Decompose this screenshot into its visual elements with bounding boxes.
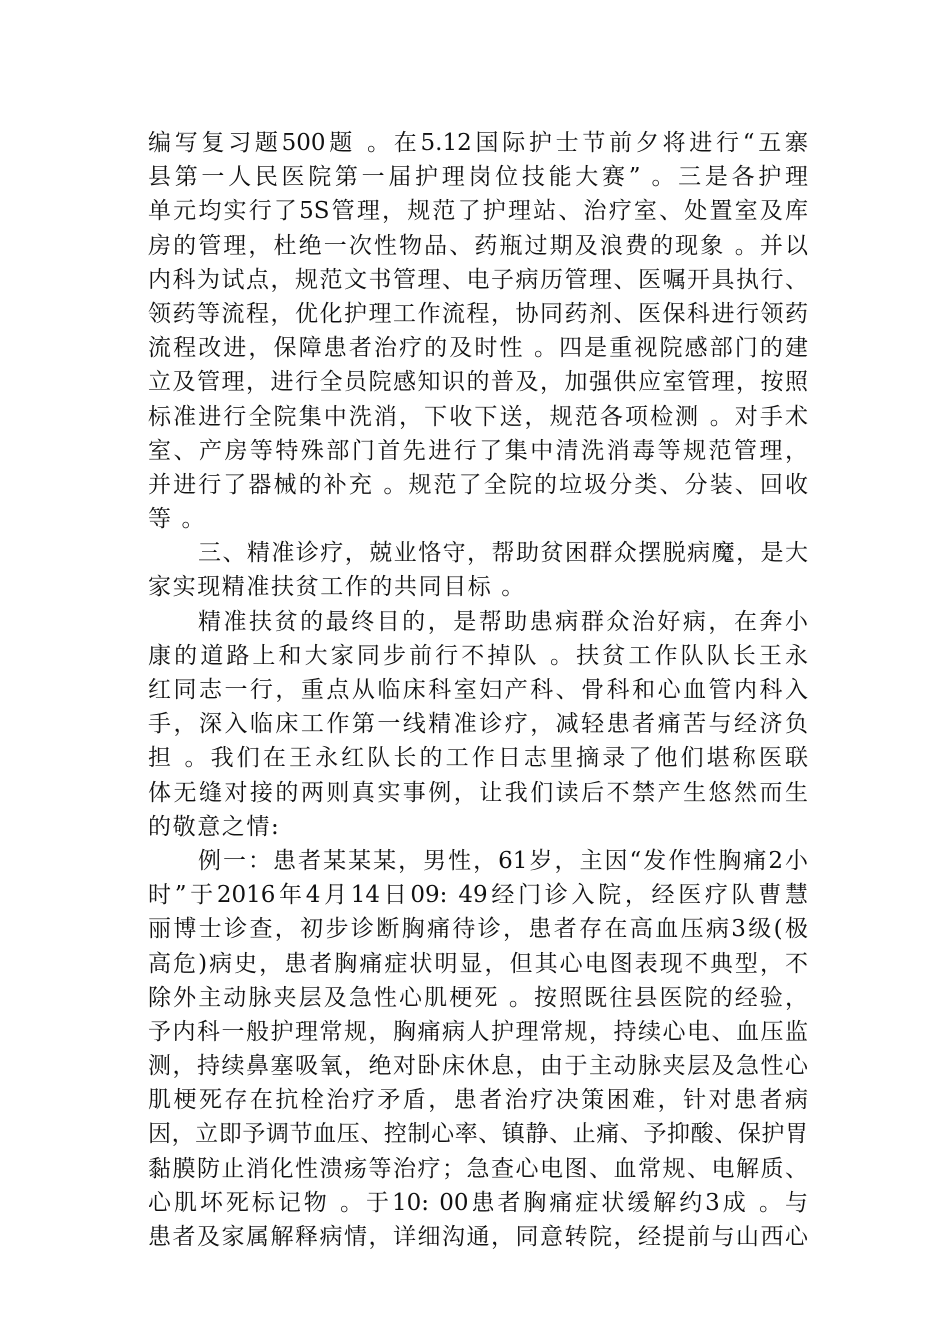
- text-line: 例一：患者某某某，男性，61岁，主因“发作性胸痛2小: [198, 847, 808, 874]
- text-line: 黏膜防止消化性溃疡等治疗；急查心电图、血常规、电解质、: [148, 1155, 808, 1182]
- text-line: 予内科一般护理常规，胸痛病人护理常规，持续心电、血压监: [148, 1018, 808, 1045]
- text-line: 单元均实行了5S管理，规范了护理站、治疗室、处置室及库: [148, 198, 808, 225]
- text-line: 心肌坏死标记物 。于10: 00患者胸痛症状缓解约3成 。与: [148, 1189, 808, 1216]
- text-line: 等 。: [148, 506, 207, 533]
- text-line: 标准进行全院集中洗消，下收下送，规范各项检测 。对手术: [148, 403, 808, 430]
- text-line: 并进行了器械的补充 。规范了全院的垃圾分类、分装、回收: [148, 471, 808, 498]
- body-text: [148, 126, 808, 1254]
- text-line: 担 。我们在王永红队长的工作日志里摘录了他们堪称医联: [148, 745, 808, 772]
- text-line: 高危)病史，患者胸痛症状明显，但其心电图表现不典型，不: [148, 950, 808, 977]
- text-line: 体无缝对接的两则真实事例，让我们读后不禁产生悠然而生: [148, 779, 808, 806]
- text-line: 丽博士诊查，初步诊断胸痛待诊，患者存在高血压病3级(极: [148, 916, 808, 943]
- text-line: 县第一人民医院第一届护理岗位技能大赛” 。三是各护理: [148, 164, 808, 191]
- text-line: 肌梗死存在抗栓治疗矛盾，患者治疗决策困难，针对患者病: [148, 1087, 808, 1114]
- text-line: 红同志一行，重点从临床科室妇产科、骨科和心血管内科入: [148, 677, 808, 703]
- text-line: 精准扶贫的最终目的，是帮助患病群众治好病，在奔小: [198, 608, 808, 635]
- text-line: 因，立即予调节血压、控制心率、镇静、止痛、予抑酸、保护胃: [148, 1121, 808, 1148]
- section-heading: 家实现精准扶贫工作的共同目标 。: [148, 574, 526, 601]
- text-line: 手，深入临床工作第一线精准诊疗，减轻患者痛苦与经济负: [148, 711, 808, 738]
- text-line: 领药等流程，优化护理工作流程，协同药剂、医保科进行领药: [148, 300, 808, 327]
- text-line: 室、产房等特殊部门首先进行了集中清洗消毒等规范管理，: [148, 437, 808, 464]
- text-line: 康的道路上和大家同步前行不掉队 。扶贫工作队队长王永: [148, 642, 808, 669]
- text-line: 患者及家属解释病情，详细沟通，同意转院，经提前与山西心: [148, 1224, 808, 1250]
- text-line: 测，持续鼻塞吸氧，绝对卧床休息，由于主动脉夹层及急性心: [148, 1053, 808, 1080]
- section-heading: 三、精准诊疗，兢业恪守，帮助贫困群众摆脱病魔，是大: [198, 540, 808, 567]
- text-line: 内科为试点，规范文书管理、电子病历管理、医嘱开具执行、: [148, 266, 808, 293]
- text-line: 时”于2016年4月14日09: 49经门诊入院，经医疗队曹慧: [148, 882, 808, 909]
- text-line: 编写复习题500题 。在5.12国际护士节前夕将进行“五寨: [148, 130, 808, 156]
- text-line: 除外主动脉夹层及急性心肌梗死 。按照既往县医院的经验，: [148, 984, 808, 1011]
- text-line: 房的管理，杜绝一次性物品、药瓶过期及浪费的现象 。并以: [148, 232, 808, 259]
- text-line: 立及管理，进行全员院感知识的普及，加强供应室管理，按照: [148, 369, 808, 396]
- text-line: 的敬意之情:: [148, 813, 281, 840]
- text-line: 流程改进，保障患者治疗的及时性 。四是重视院感部门的建: [148, 335, 808, 362]
